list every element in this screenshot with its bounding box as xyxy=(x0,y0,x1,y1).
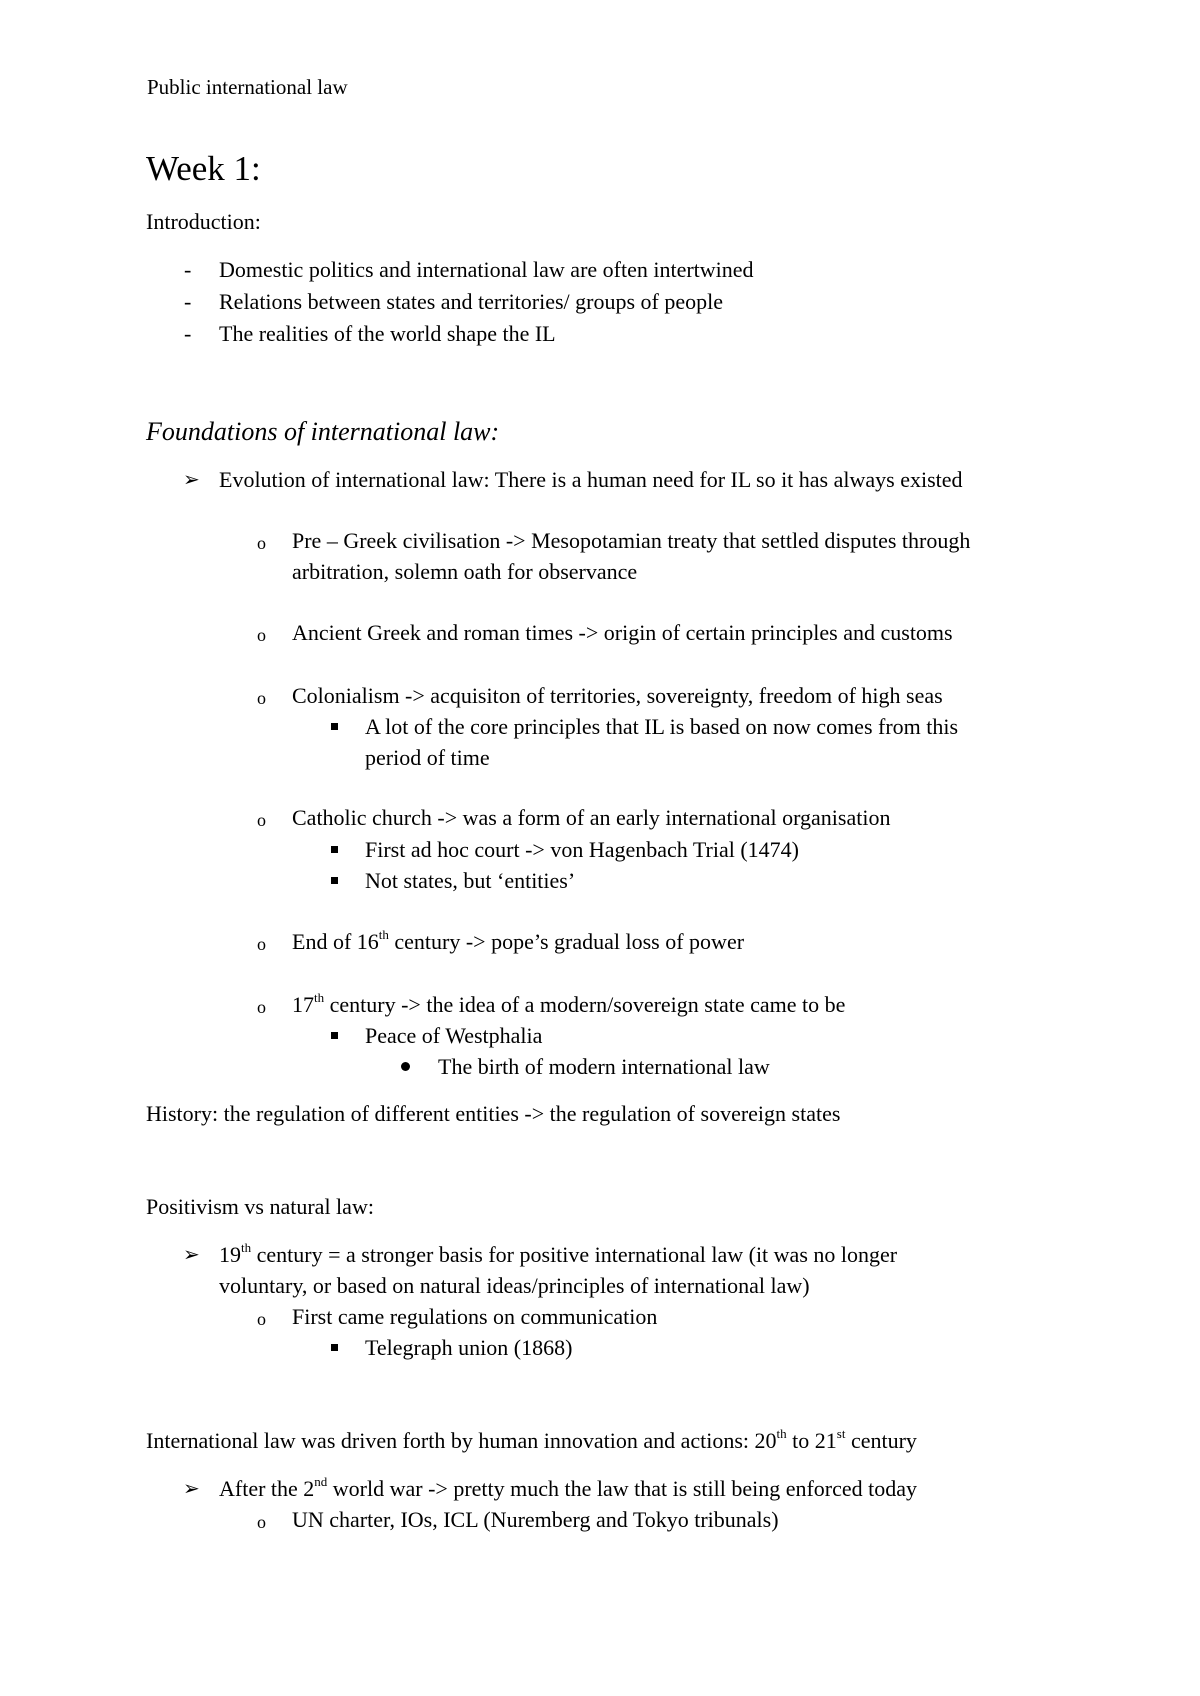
dash-bullet: - xyxy=(184,289,192,314)
foundations-heading: Foundations of international law: xyxy=(146,417,500,446)
circle-bullet-icon: o xyxy=(257,1512,266,1532)
arrow-bullet-icon: ➢ xyxy=(183,1478,200,1500)
un-item: UN charter, IOs, ICL (Nuremberg and Tokyo tribunals) xyxy=(292,1507,779,1532)
circle-bullet-icon: o xyxy=(257,688,266,708)
running-header: Public international law xyxy=(147,75,348,99)
dash-bullet: - xyxy=(184,257,192,282)
19th-century-item: 19th century = a stronger basis for positive international law (it was no longer xyxy=(219,1239,898,1267)
square-bullet-icon xyxy=(331,877,338,884)
circle-bullet-icon: o xyxy=(257,625,266,645)
arrow-bullet-icon: ➢ xyxy=(183,469,200,491)
square-bullet-icon xyxy=(331,723,338,730)
westphalia-item: Peace of Westphalia xyxy=(365,1023,543,1048)
intro-heading: Introduction: xyxy=(146,209,261,234)
colonialism-item: Colonialism -> acquisiton of territories, sovereignty, freedom of high seas xyxy=(292,683,943,708)
17th-century-item: 17th century -> the idea of a modern/sovereign state came to be xyxy=(292,989,846,1017)
first-came-item: First came regulations on communication xyxy=(292,1304,658,1329)
circle-bullet-icon: o xyxy=(257,810,266,830)
intro-item: The realities of the world shape the IL xyxy=(219,321,556,346)
colonialism-sub-item-cont: period of time xyxy=(365,745,490,770)
dash-bullet: - xyxy=(184,321,192,346)
history-line: History: the regulation of different entities -> the regulation of sovereign states xyxy=(146,1101,841,1126)
page-title: Week 1: xyxy=(146,149,261,188)
square-bullet-icon xyxy=(331,1032,338,1039)
catholic-sub-item: First ad hoc court -> von Hagenbach Trial (1474) xyxy=(365,837,799,862)
ww2-item: After the 2nd world war -> pretty much the law that is still being enforced today xyxy=(219,1473,918,1501)
intro-item: Domestic politics and international law are often intertwined xyxy=(219,257,754,282)
colonialism-sub-item: A lot of the core principles that IL is based on now comes from this xyxy=(365,714,959,739)
circle-bullet-icon: o xyxy=(257,1309,266,1329)
birth-item: The birth of modern international law xyxy=(438,1054,770,1079)
positivism-heading: Positivism vs natural law: xyxy=(146,1194,374,1219)
arrow-bullet-icon: ➢ xyxy=(183,1244,200,1266)
circle-bullet-icon: o xyxy=(257,997,266,1017)
square-bullet-icon xyxy=(331,1344,338,1351)
catholic-sub-item: Not states, but ‘entities’ xyxy=(365,868,576,893)
ancient-item: Ancient Greek and roman times -> origin of certain principles and customs xyxy=(292,620,953,645)
pre-greek-item-cont: arbitration, solemn oath for observance xyxy=(292,559,638,584)
intro-item: Relations between states and territories/ groups of people xyxy=(219,289,724,314)
19th-century-item-cont: voluntary, or based on natural ideas/principles of international law) xyxy=(219,1273,810,1298)
pre-greek-item: Pre – Greek civilisation -> Mesopotamian treaty that settled disputes through xyxy=(292,528,971,553)
end-16th-item: End of 16th century -> pope’s gradual loss of power xyxy=(292,926,745,954)
catholic-item: Catholic church -> was a form of an early international organisation xyxy=(292,805,891,830)
circle-bullet-icon: o xyxy=(257,533,266,553)
innovation-line: International law was driven forth by human innovation and actions: 20th to 21st century xyxy=(146,1425,917,1453)
round-bullet-icon xyxy=(401,1062,410,1071)
square-bullet-icon xyxy=(331,846,338,853)
evolution-item: Evolution of international law: There is a human need for IL so it has always existed xyxy=(219,467,963,492)
circle-bullet-icon: o xyxy=(257,934,266,954)
telegraph-item: Telegraph union (1868) xyxy=(365,1335,573,1360)
